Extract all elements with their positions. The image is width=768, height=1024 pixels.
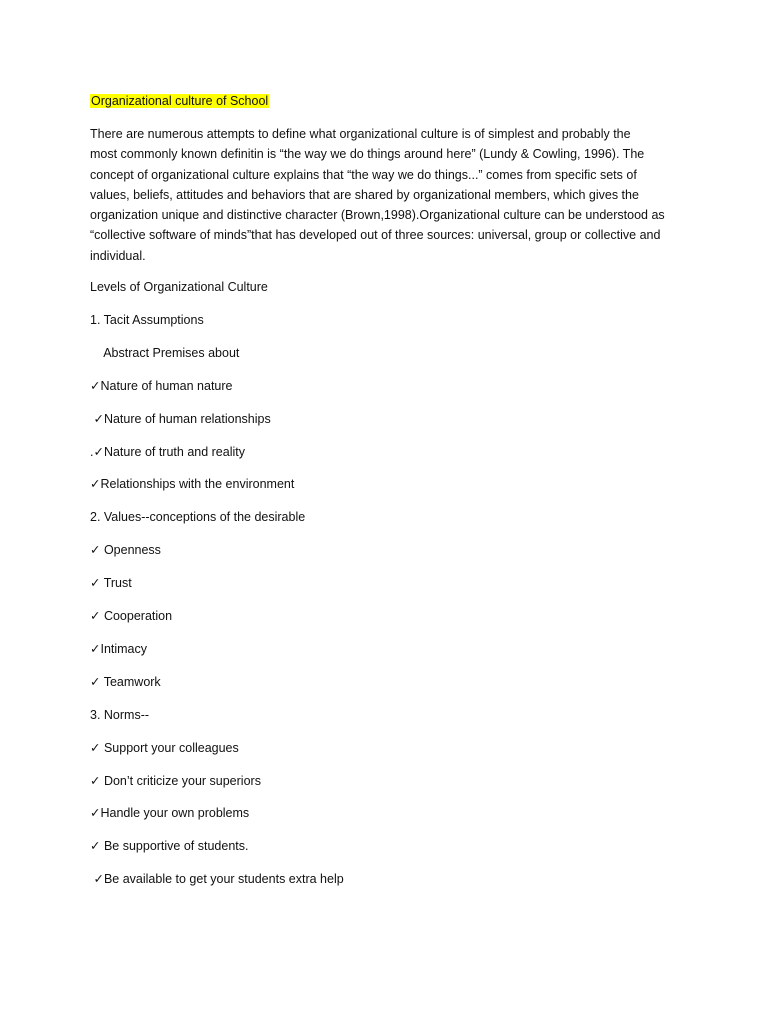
list-item: ✓Intimacy (90, 642, 148, 656)
list-item: ✓ Trust (90, 576, 132, 590)
list-item: ✓Nature of human nature (90, 379, 233, 393)
list-item: ✓ Support your colleagues (90, 741, 239, 755)
document-title (90, 93, 269, 110)
list-item: ✓Nature of human relationships (90, 412, 271, 426)
highlighted-title-text: Organizational culture of School (91, 94, 269, 108)
list-item: ✓Relationships with the environment (90, 477, 295, 491)
intro-paragraph: There are numerous attempts to define what organizational culture is of simplest and probably the most commonly known definitin is “the way we do things around here” (Lundy & Cowling, 1996). The concept of organizational culture explains that “the way we do things...” comes from specific sets of values, beliefs, attitudes and behaviors that are shared by organizational members, which gives the organization unique and distinctive character (Brown,1998).Organizational culture can be understood as “collective software of minds”that has developed out of three sources: universal, group or collective and individual. (90, 127, 665, 263)
list-item: ✓ Teamwork (90, 675, 161, 689)
list-heading-norms: 3. Norms-- (90, 708, 150, 722)
list-item: ✓Be available to get your students extra help (90, 872, 344, 886)
list-heading-values: 2. Values--conceptions of the desirable (90, 510, 306, 524)
list-subheading-abstract-premises: Abstract Premises about (90, 346, 240, 360)
list-heading-tacit-assumptions: 1. Tacit Assumptions (90, 313, 204, 327)
list-item: ✓ Openness (90, 543, 161, 557)
list-item: ✓ Cooperation (90, 609, 173, 623)
list-item: ✓ Don’t criticize your superiors (90, 774, 261, 788)
list-item: .✓Nature of truth and reality (90, 445, 245, 459)
section-heading-levels: Levels of Organizational Culture (90, 280, 268, 294)
list-item: ✓ Be supportive of students. (90, 839, 249, 853)
list-item: ✓Handle your own problems (90, 806, 250, 820)
